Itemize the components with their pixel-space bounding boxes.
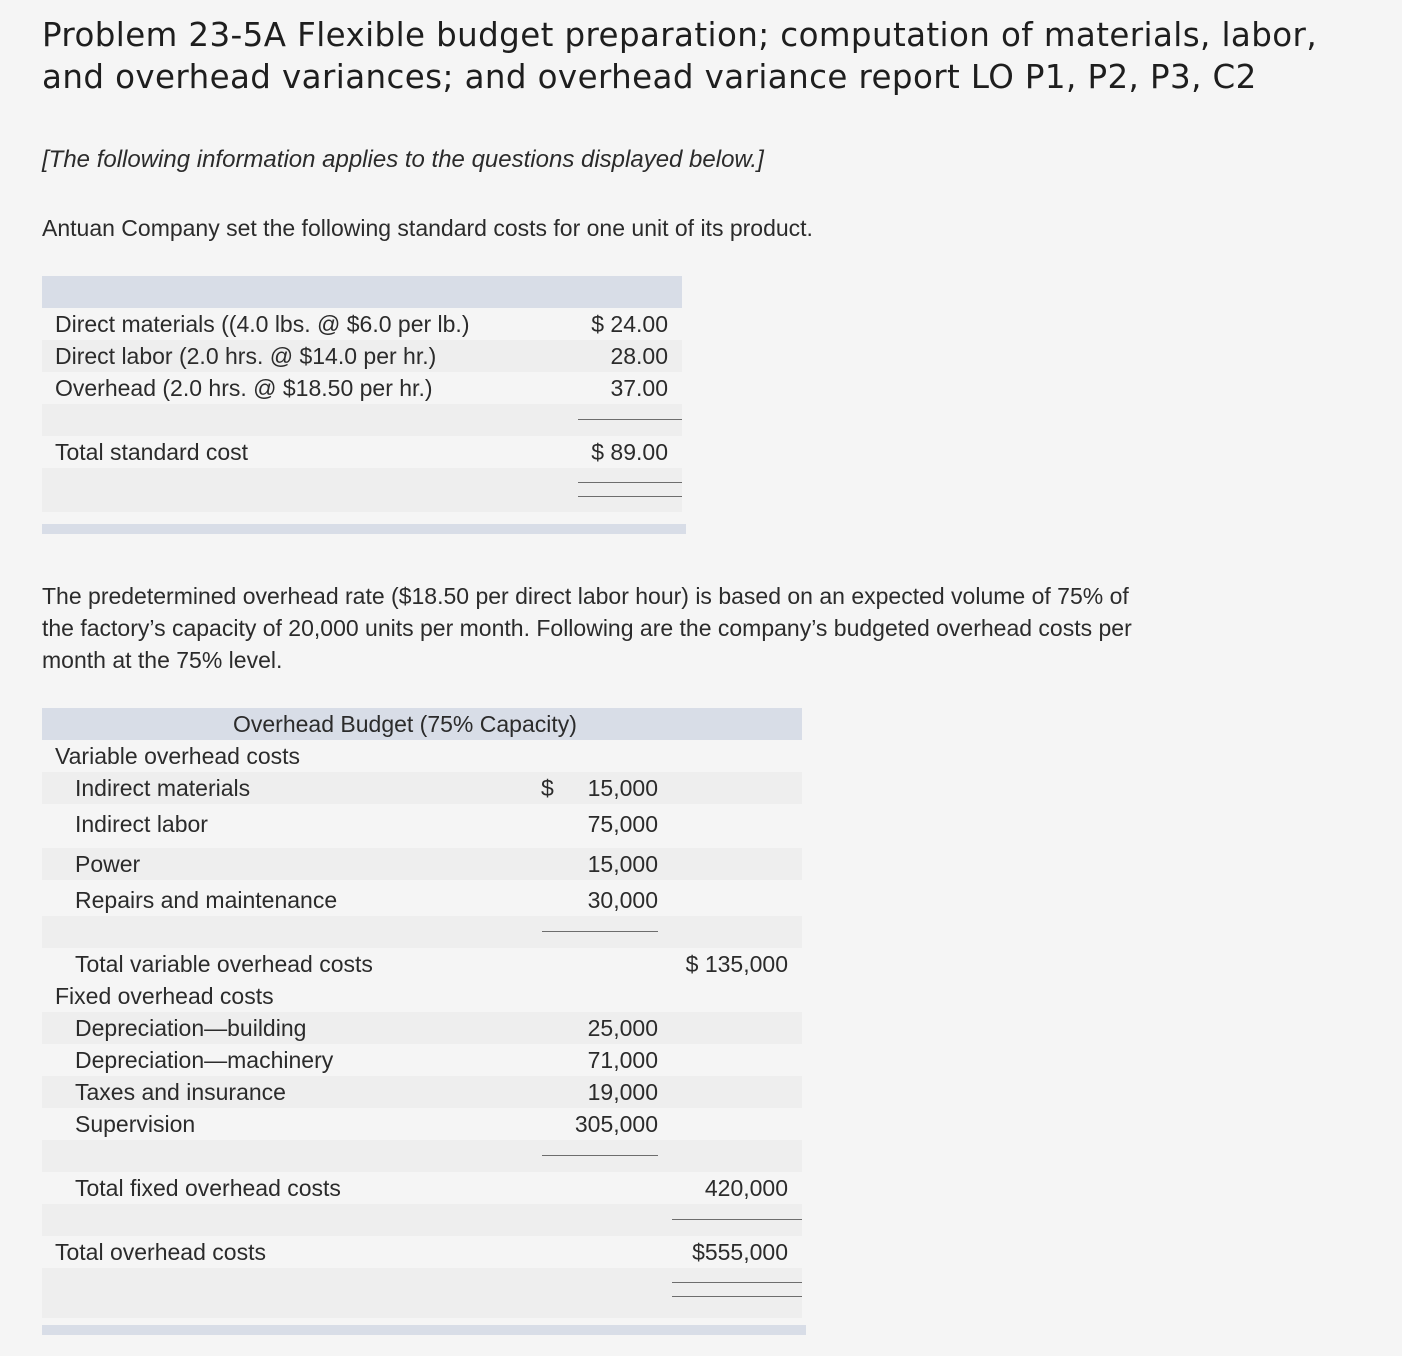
spacer-row — [42, 1140, 802, 1172]
total-value: $ 89.00 — [591, 439, 668, 465]
row-label: Repairs and maintenance — [75, 887, 338, 913]
title-line-2: and overhead variances; and overhead variance report LO P1, P2, P3, C2 — [42, 58, 1257, 96]
total-overhead-label: Total overhead costs — [55, 1239, 266, 1265]
total-row — [42, 436, 682, 468]
subtotal-rule — [542, 1155, 658, 1156]
subtotal-rule — [578, 419, 682, 420]
total-fixed-value: 420,000 — [704, 1175, 788, 1201]
table-row — [42, 1076, 802, 1108]
intro-note: [The following information applies to the questions displayed below.] — [42, 146, 764, 173]
standard-costs-table — [42, 276, 682, 512]
double-rule-top — [672, 1282, 802, 1283]
row-value: 75,000 — [587, 811, 658, 837]
total-overhead-row — [42, 1236, 802, 1268]
row-label: Depreciation—machinery — [75, 1047, 334, 1073]
table-bottom-band — [42, 524, 686, 534]
spacer-row — [42, 468, 682, 512]
total-fixed-row — [42, 1172, 802, 1204]
rate-paragraph-line-2: the factory’s capacity of 20,000 units per month. Following are the company’s budgeted overhead costs per — [42, 615, 1132, 641]
variable-heading: Variable overhead costs — [55, 743, 301, 769]
table-row — [42, 848, 802, 880]
section-heading — [42, 740, 802, 772]
table-row — [42, 1108, 802, 1140]
row-value: 15,000 — [587, 775, 658, 801]
row-value: 71,000 — [587, 1047, 658, 1073]
table-bottom-band — [42, 1325, 806, 1335]
row-value: $ 24.00 — [591, 311, 668, 337]
total-variable-value: $ 135,000 — [685, 951, 788, 977]
row-label: Supervision — [75, 1111, 196, 1137]
row-label: Depreciation—building — [75, 1015, 307, 1041]
total-rule — [672, 1219, 802, 1220]
section-heading — [42, 980, 802, 1012]
intro-paragraph: Antuan Company set the following standard costs for one unit of its product. — [42, 215, 813, 241]
table-row — [42, 808, 802, 840]
table-row — [42, 884, 802, 916]
row-value: 15,000 — [587, 851, 658, 877]
total-variable-row — [42, 948, 802, 980]
table-row — [42, 1012, 802, 1044]
row-label: Overhead (2.0 hrs. @ $18.50 per hr.) — [55, 375, 433, 401]
row-label: Indirect labor — [75, 811, 208, 837]
row-label: Direct labor (2.0 hrs. @ $14.0 per hr.) — [55, 343, 437, 369]
total-label: Total standard cost — [55, 439, 249, 465]
spacer-row — [42, 404, 682, 436]
table-row — [42, 308, 682, 340]
spacer-row — [42, 1204, 802, 1236]
rate-paragraph-line-3: month at the 75% level. — [42, 647, 283, 673]
row-value: 28.00 — [610, 343, 668, 369]
rate-paragraph-line-1: The predetermined overhead rate ($18.50 per direct labor hour) is based on an expected volume of 75% of — [42, 583, 1129, 609]
total-fixed-label: Total fixed overhead costs — [75, 1175, 341, 1201]
double-rule-bottom — [672, 1296, 802, 1297]
spacer-row — [42, 916, 802, 948]
row-value: 30,000 — [587, 887, 658, 913]
row-label: Power — [75, 851, 141, 877]
row-value: 19,000 — [587, 1079, 658, 1105]
double-rule-bottom — [578, 496, 682, 497]
spacer-row — [42, 1268, 802, 1318]
fixed-heading: Fixed overhead costs — [55, 983, 274, 1009]
total-variable-label: Total variable overhead costs — [75, 951, 373, 977]
row-value: 25,000 — [587, 1015, 658, 1041]
table-header-band — [42, 276, 682, 308]
total-overhead-value: $555,000 — [692, 1239, 788, 1265]
table-row — [42, 1044, 802, 1076]
subtotal-rule — [542, 931, 658, 932]
row-label: Indirect materials — [75, 775, 251, 801]
title-line-1: Problem 23-5A Flexible budget preparation; computation of materials, labor, — [42, 16, 1318, 54]
row-label: Direct materials ((4.0 lbs. @ $6.0 per lb.) — [55, 311, 470, 337]
dollar-sign: $ — [541, 775, 554, 801]
overhead-budget-header: Overhead Budget (75% Capacity) — [42, 708, 802, 740]
rate-paragraph — [42, 580, 1292, 676]
table-row — [42, 372, 682, 404]
row-value: 305,000 — [574, 1111, 658, 1137]
table-row — [42, 772, 802, 804]
row-label: Taxes and insurance — [75, 1079, 286, 1105]
overhead-budget-table — [42, 708, 802, 1265]
double-rule-top — [578, 482, 682, 483]
page-title — [42, 14, 1392, 98]
row-value: 37.00 — [610, 375, 668, 401]
table-row — [42, 340, 682, 372]
